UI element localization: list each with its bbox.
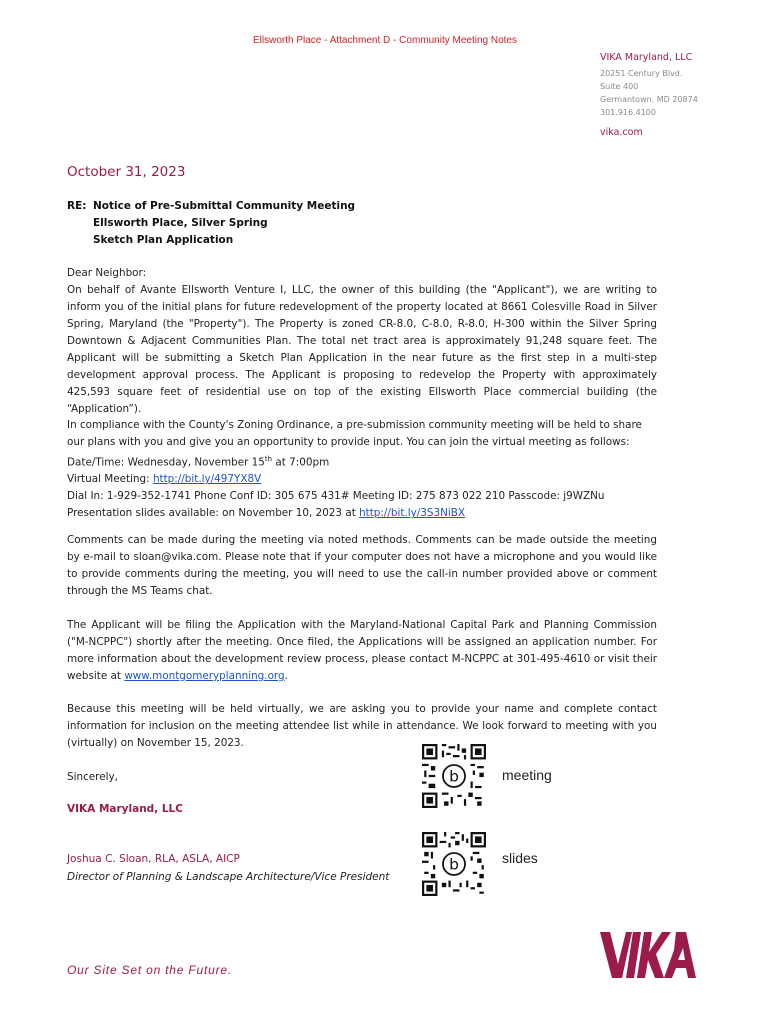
header-note: Ellsworth Place - Attachment D - Community Meeting Notes: [253, 35, 517, 46]
paragraph-filing: The Applicant will be filing the Application with the Maryland-National Capital Park and Planning Commission ("M-NCPPC") shortly after the meeting. Once filed, the Applications will be assigned an application number. For more information about the development review process, please contact M-NCPPC at 301-495-4610 or visit their website at www.montgomeryplanning.org.: [67, 619, 657, 682]
closing: Sincerely,: [67, 771, 118, 783]
signature-title: Director of Planning & Landscape Architecture/Vice President: [67, 871, 390, 883]
qr-code-icon: [422, 744, 486, 808]
svg-text:b: b: [449, 767, 459, 786]
paragraph-intro: On behalf of Avante Ellsworth Venture I, LLC, the owner of this building (the "Applicant"), we are writing to inform you of the initial plans for future redevelopment of the property located at 8661 Colesville Road in Silver Spring, Maryland (the "Property"). The Property is zoned CR-8.0, C-8.0, R-8.0, H-300 within the Silver Spring Downtown & Adjacent Communities Plan. The total net tract area is approximately 91,248 square feet. The Applicant will be submitting a Sketch Plan Application in the near future as the first step in a multi-step development approval process. The Applicant is proposing to redevelop the Property with approximately 425,593 square feet of residential use on top of the existing Ellsworth Place commercial building (the “Application”).: [67, 284, 657, 415]
salutation: Dear Neighbor:: [67, 267, 147, 279]
virtual-meeting-link[interactable]: http://bit.ly/497YX8V: [152, 473, 262, 486]
footer-tagline: Our Site Set on the Future.: [67, 963, 233, 977]
re-line-1: Notice of Pre-Submittal Community Meeting: [93, 200, 356, 212]
slides-line: Presentation slides available: on November 10, 2023 at http://bit.ly/3S3NiBX: [67, 507, 466, 520]
sender-address-block: [600, 52, 698, 138]
slides-link[interactable]: http://bit.ly/3S3NiBX: [359, 507, 466, 520]
letter-date: October 31, 2023: [67, 164, 186, 180]
signature-company: VIKA Maryland, LLC: [67, 803, 183, 815]
re-line-3: Sketch Plan Application: [93, 234, 234, 246]
address-line: Suite 400: [600, 82, 639, 91]
paragraph-comments: Comments can be made during the meeting via noted methods. Comments can be made outside the meeting by e-mail to sloan@vika.com. Please note that if your computer does not have a microphone and you would like to provide comments during the meeting, you will need to use the call-in number provided above or comment through the MS Teams chat.: [67, 534, 657, 597]
meeting-info-block: [67, 417, 657, 522]
meeting-qr-label: meeting: [502, 767, 552, 783]
paragraph-closing: Because this meeting will be held virtually, we are asking you to provide your name and complete contact information for inclusion on the meeting attendee list while in attendance. We look forward to meeting with you (virtually) on November 15, 2023.: [67, 703, 657, 749]
sender-company: VIKA Maryland, LLC: [600, 52, 693, 63]
vika-logo-icon: [600, 930, 704, 980]
planning-website-link[interactable]: www.montgomeryplanning.org: [124, 670, 285, 682]
address-line: 20251 Century Blvd.: [600, 69, 683, 78]
slides-qr-label: slides: [502, 850, 538, 866]
svg-text:b: b: [449, 855, 459, 874]
dial-in-line: Dial In: 1-929-352-1741 Phone Conf ID: 305 675 431# Meeting ID: 275 873 022 210 Passcode: j9WZNu: [67, 490, 605, 503]
phone-line: 301.916.4100: [600, 108, 656, 117]
re-line-2: Ellsworth Place, Silver Spring: [93, 217, 268, 229]
paragraph-compliance: In compliance with the County's Zoning Ordinance, a pre-submission community meeting will be held to share our plans with you and give you an opportunity to provide input. You can join the virtual meeting as follows:: [67, 419, 642, 448]
vika-logo: [600, 930, 704, 985]
signature-name: Joshua C. Sloan, RLA, ASLA, AICP: [67, 853, 240, 865]
slides-qr-code: [422, 832, 486, 901]
sender-website: vika.com: [600, 127, 643, 138]
qr-code-icon: [422, 832, 486, 896]
re-label: RE:: [67, 200, 87, 212]
virtual-meeting-line: Virtual Meeting: http://bit.ly/497YX8V: [67, 473, 262, 486]
subject-block: [67, 198, 355, 249]
meeting-qr-code: [422, 744, 486, 813]
meeting-datetime: Date/Time: Wednesday, November 15th at 7:00pm: [67, 455, 330, 469]
address-line: Germantown, MD 20874: [600, 95, 698, 104]
